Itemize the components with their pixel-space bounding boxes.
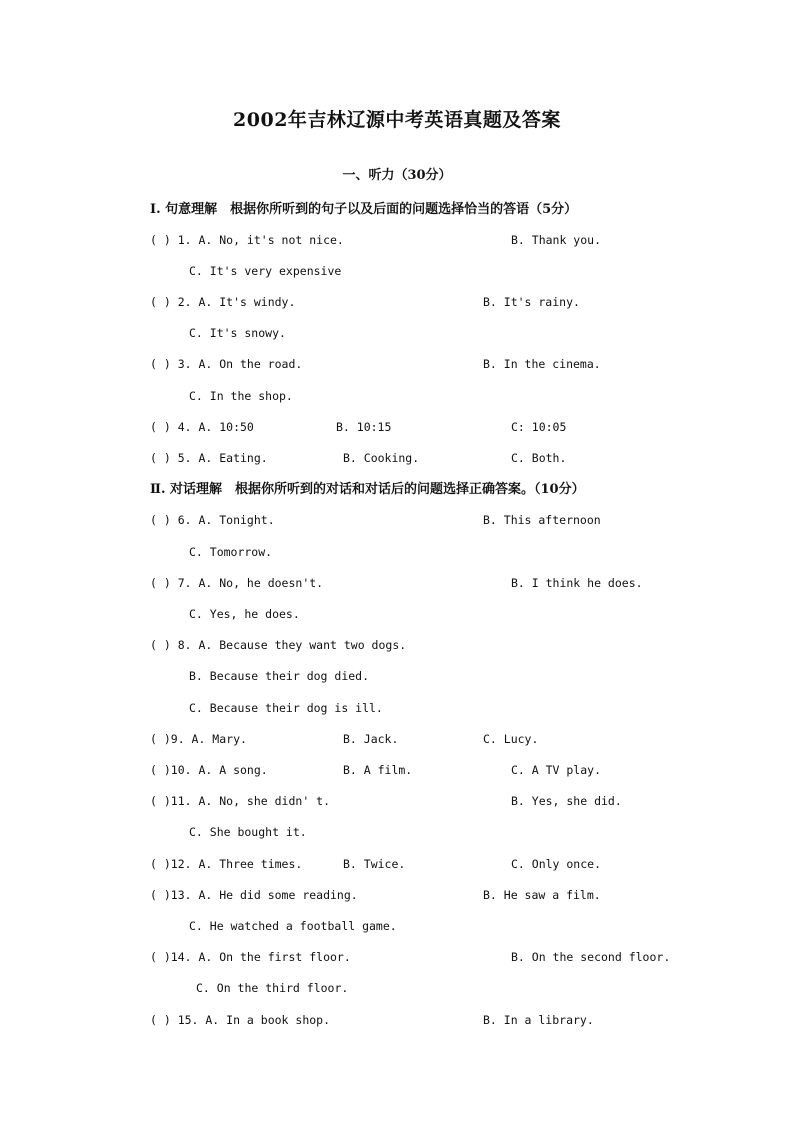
question-15-b: B. In a library. xyxy=(483,1013,594,1027)
question-12-a: ( )12. A. Three times. xyxy=(150,857,303,871)
question-5-b: B. Cooking. xyxy=(343,451,420,465)
question-9-b: B. Jack. xyxy=(343,732,399,746)
question-14-c: C. On the third floor. xyxy=(196,981,349,995)
question-4-b: B. 10:15 xyxy=(336,420,392,434)
question-14-a: ( )14. A. On the first floor. xyxy=(150,950,351,964)
question-13-c: C. He watched a football game. xyxy=(189,919,397,933)
question-3-b: B. In the cinema. xyxy=(483,357,601,371)
question-7-b: B. I think he does. xyxy=(511,576,643,590)
question-1-c: C. It's very expensive xyxy=(189,264,342,278)
question-7-c: C. Yes, he does. xyxy=(189,607,300,621)
question-8-c: C. Because their dog is ill. xyxy=(189,701,383,715)
question-5-c: C. Both. xyxy=(511,451,567,465)
question-2-c: C. It's snowy. xyxy=(189,326,286,340)
question-12-c: C. Only once. xyxy=(511,857,602,871)
question-2-b: B. It's rainy. xyxy=(483,295,580,309)
question-15-a: ( ) 15. A. In a book shop. xyxy=(150,1013,331,1027)
question-6-b: B. This afternoon xyxy=(483,513,601,527)
question-8-a: ( ) 8. A. Because they want two dogs. xyxy=(150,638,407,652)
question-1-a: ( ) 1. A. No, it's not nice. xyxy=(150,233,344,247)
question-3-c: C. In the shop. xyxy=(189,389,293,403)
question-9-c: C. Lucy. xyxy=(483,732,539,746)
question-3-a: ( ) 3. A. On the road. xyxy=(150,357,303,371)
question-8-b: B. Because their dog died. xyxy=(189,669,370,683)
question-14-b: B. On the second floor. xyxy=(511,950,671,964)
question-11-c: C. She bought it. xyxy=(189,825,307,839)
question-6-c: C. Tomorrow. xyxy=(189,545,273,559)
section-heading: 一、听力（30分） xyxy=(342,168,452,183)
question-2-a: ( ) 2. A. It's windy. xyxy=(150,295,296,309)
question-10-b: B. A film. xyxy=(343,763,413,777)
document-title: 2002年吉林辽源中考英语真题及答案 xyxy=(233,109,561,131)
question-5-a: ( ) 5. A. Eating. xyxy=(150,451,268,465)
part1-heading: Ⅰ. 句意理解 根据你所听到的句子以及后面的问题选择恰当的答语（5分） xyxy=(150,202,578,217)
question-12-b: B. Twice. xyxy=(343,857,406,871)
question-1-b: B. Thank you. xyxy=(511,233,602,247)
question-9-a: ( )9. A. Mary. xyxy=(150,732,247,746)
question-4-c: C: 10:05 xyxy=(511,420,567,434)
question-11-a: ( )11. A. No, she didn' t. xyxy=(150,794,331,808)
question-13-b: B. He saw a film. xyxy=(483,888,601,902)
part2-heading: Ⅱ. 对话理解 根据你所听到的对话和对话后的问题选择正确答案。（10分） xyxy=(150,482,585,497)
question-13-a: ( )13. A. He did some reading. xyxy=(150,888,358,902)
question-10-c: C. A TV play. xyxy=(511,763,602,777)
question-7-a: ( ) 7. A. No, he doesn't. xyxy=(150,576,324,590)
question-6-a: ( ) 6. A. Tonight. xyxy=(150,513,275,527)
question-10-a: ( )10. A. A song. xyxy=(150,763,268,777)
question-11-b: B. Yes, she did. xyxy=(511,794,622,808)
question-4-a: ( ) 4. A. 10:50 xyxy=(150,420,254,434)
